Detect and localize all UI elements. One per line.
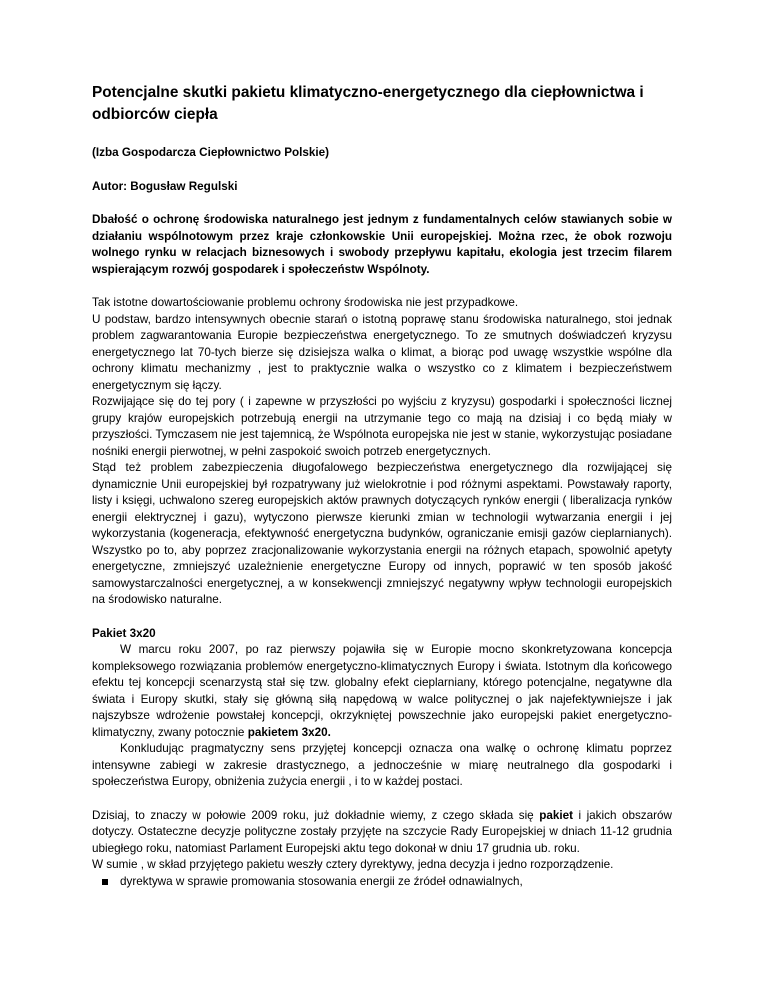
author-line: Autor: Bogusław Regulski xyxy=(92,179,238,193)
organization-line: (Izba Gospodarcza Ciepłownictwo Polskie) xyxy=(92,146,330,159)
document-title: Potencjalne skutki pakietu klimatyczno-energetycznego dla ciepłownictwa i odbiorców ciepła xyxy=(92,84,644,123)
section-heading: Pakiet 3x20 xyxy=(92,626,156,640)
section-paragraph-1-text: W marcu roku 2007, po raz pierwszy pojawiła się w Europie mocno skonkretyzowana koncepcja kompleksowego rozwiązania problemów energetyczno-klimatycznych Europy i świata. Istotnym dla końcowego efektu tej koncepcji scenarzystą stał się tzw. globalny efekt cieplarniany, którego potencjalne, negatywne dla świata i Europy skutki, stały się główną siłą napędową w walce politycznej o jak najefektywniejsze i jak najszybsze wdrożenie powstałej koncepcji, okrzykniętej powszechnie jako europejski pakiet energetyczno-klimatyczny, zwany potocznie xyxy=(92,643,672,739)
intro-paragraph-4: Stąd też problem zabezpieczenia długofalowego bezpieczeństwa energetycznego dla rozwijającej się dynamicznie Unii europejskiej był rozpatrywany już wielokrotnie i pod różnymi aspektami. Powstawały raporty, listy i księgi, uchwalono szereg europejskich aktów prawnych dotyczących rynków energii ( liberalizacja rynków energii elektrycznej i gazu), wytyczono pierwsze kierunki zmian w technologii wytwarzania energii i jej wykorzystania (kogeneracja, efektywność energetyczna budynków, ograniczanie emisji gazów cieplarnianych). Wszystko po to, aby poprzez zracjonalizowanie wykorzystania energii na różnych etapach, spowolnić apetyty energetyczne, zmniejszyć uzależnienie energetyczne Europy od innych, poprawić w ten sposób jakość samowystarczalności energetycznej, a w konsekwencji zmniejszyć negatywny wpływ technologii europejskich na środowisko naturalne. xyxy=(92,461,672,606)
document-page xyxy=(92,82,672,890)
today-paragraph xyxy=(92,808,672,858)
directive-list xyxy=(92,874,672,891)
section-paragraph-2: Konkludując pragmatyczny sens przyjętej koncepcji oznacza ona walkę o ochronę klimatu poprzez intensywne zabiegi w zakresie drastycznego, a jednocześnie w miarę neutralnego dla gospodarki i społeczeństwa Europy, obniżenia zużycia energii , i to w każdej postaci. xyxy=(92,742,672,788)
today-text-a: Dzisiaj, to znaczy w połowie 2009 roku, już dokładnie wiemy, z czego składa się xyxy=(92,808,540,822)
summary-paragraph: W sumie , w skład przyjętego pakietu weszły cztery dyrektywy, jedna decyzja i jedno rozporządzenie. xyxy=(92,858,614,871)
intro-paragraph-2: U podstaw, bardzo intensywnych obecnie starań o istotną poprawę stanu środowiska naturalnego, stoi jednak problem zagwarantowania Europie bezpieczeństwa energetycznego. To ze smutnych doświadczeń kryzysu energetycznego lat 70-tych bierze się dzisiejsza walka o klimat, a biorąc pod uwagę wszystkie wspólne dla ochrony klimatu mechanizmy , jest to praktycznie walka o wszystko co z klimatem i bezpieczeństwem energetycznym się łączy. xyxy=(92,312,672,392)
today-text-b: i jakich obszarów dotyczy. Ostateczne decyzje polityczne zostały przyjęte na szczycie Rady Europejskiej w dniach 11-12 grudnia ubiegłego roku, natomiast Parlament Europejski aktu tego dokonał w dniu 17 grudnia ub. roku. xyxy=(92,808,672,855)
section-paragraph-1 xyxy=(92,642,672,741)
list-item xyxy=(92,874,672,891)
lead-paragraph: Dbałość o ochronę środowiska naturalnego jest jednym z fundamentalnych celów stawianych sobie w działaniu wspólnotowym przez kraje członkowskie Unii europejskiej. Można rzec, że obok rozwoju wolnego rynku w relacjach biznesowych i swobody przepływu kapitału, ekologia jest trzecim filarem wspierającym rozwój gospodarek i społeczeństw Wspólnoty. xyxy=(92,213,672,276)
intro-paragraph-1: Tak istotne dowartościowanie problemu ochrony środowiska nie jest przypadkowe. xyxy=(92,296,519,309)
intro-paragraph-3: Rozwijające się do tej pory ( i zapewne w przyszłości po wyjściu z kryzysu) gospodarki i społeczności licznej grupy krajów europejskich potrzebują energii na utrzymanie tego co mają na dzisiaj i co będą miały w przyszłości. Tymczasem nie jest tajemnicą, że Wspólnota europejska nie jest w stanie, wykorzystując posiadane nośniki energii pierwotnej, w pełni zaspokoić swoich potrzeb energetycznych. xyxy=(92,395,672,458)
pakiet-bold: pakiet xyxy=(539,808,573,822)
pakiet-3x20-bold: pakietem 3x20. xyxy=(247,725,331,739)
list-item-text: dyrektywa w sprawie promowania stosowania energii ze źródeł odnawialnych, xyxy=(120,874,523,888)
square-bullet-icon xyxy=(102,879,108,885)
intro-block xyxy=(92,295,672,609)
